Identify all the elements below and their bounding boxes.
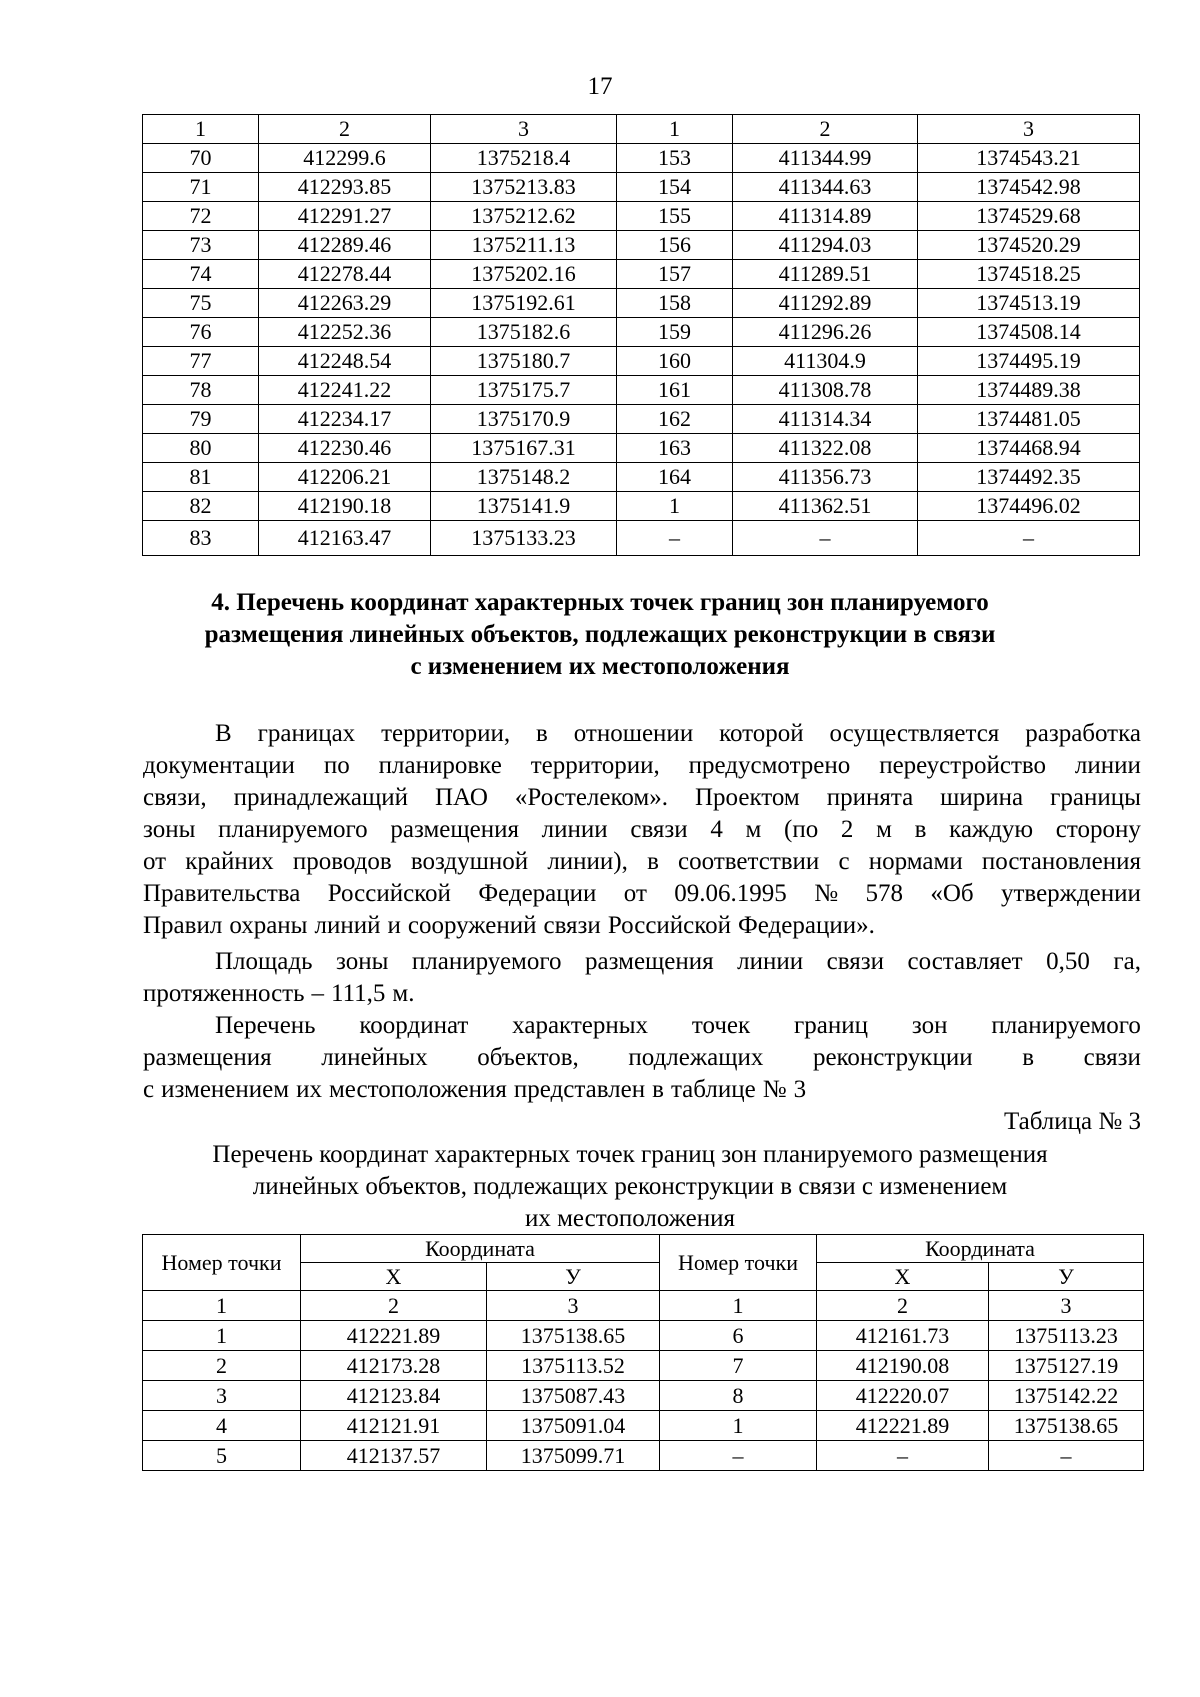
table-row (143, 115, 1140, 144)
table-cell: 1374495.19 (918, 347, 1140, 376)
table-row (143, 1291, 1144, 1321)
table-cell: 2 (143, 1351, 301, 1381)
table-cell: 2 (817, 1291, 989, 1321)
table-row (143, 202, 1140, 231)
table-cell: 75 (143, 289, 259, 318)
table-cell: 412241.22 (259, 376, 431, 405)
table-cell: 72 (143, 202, 259, 231)
table-cell: 412221.89 (817, 1411, 989, 1441)
table-row (143, 289, 1140, 318)
coordinates-table-body (143, 115, 1140, 556)
table-cell: 411344.99 (733, 144, 918, 173)
table-cell: 411322.08 (733, 434, 918, 463)
table-cell: 1 (143, 1291, 301, 1321)
table-cell: 412221.89 (301, 1321, 487, 1351)
paragraph-line: зоны планируемого размещения линии связи 4 м (по 2 м в каждую сторону (143, 816, 1141, 843)
table-cell: 157 (617, 260, 733, 289)
table-cell: 412248.54 (259, 347, 431, 376)
paragraph-line: документации по планировке территории, предусмотрено переустройство линии (143, 752, 1141, 779)
table-cell: 1375182.6 (431, 318, 617, 347)
table-cell: 1375212.62 (431, 202, 617, 231)
table-row (143, 318, 1140, 347)
paragraph-line: Правил охраны линий и сооружений связи Российской Федерации». (143, 912, 875, 939)
table-row (143, 1321, 1144, 1351)
table-cell: 81 (143, 463, 259, 492)
table-cell: 1375202.16 (431, 260, 617, 289)
table-cell: 412137.57 (301, 1441, 487, 1471)
coordinates-table-3-body (143, 1235, 1144, 1471)
table-cell: 412123.84 (301, 1381, 487, 1411)
table-cell: 1375142.22 (989, 1381, 1144, 1411)
table-cell: 79 (143, 405, 259, 434)
table-cell: 1375213.83 (431, 173, 617, 202)
table-cell: 1 (660, 1411, 817, 1441)
table-cell: 7 (660, 1351, 817, 1381)
table-cell: 82 (143, 492, 259, 521)
section-heading (130, 587, 1070, 683)
table-cell: 1374489.38 (918, 376, 1140, 405)
table-cell: 412220.07 (817, 1381, 989, 1411)
table-cell: 1375192.61 (431, 289, 617, 318)
table-cell: 1375127.19 (989, 1351, 1144, 1381)
table-cell: 70 (143, 144, 259, 173)
table-cell: 1374529.68 (918, 202, 1140, 231)
table-cell: 155 (617, 202, 733, 231)
table-cell: 1374481.05 (918, 405, 1140, 434)
table-cell: 1375148.2 (431, 463, 617, 492)
table-cell: 1375113.52 (487, 1351, 660, 1381)
header-x: Х (817, 1263, 989, 1291)
table-cell: 1374468.94 (918, 434, 1140, 463)
table-cell: 1374513.19 (918, 289, 1140, 318)
section-heading-line: размещения линейных объектов, подлежащих реконструкции в связи (204, 621, 996, 648)
table-cell: 412121.91 (301, 1411, 487, 1441)
table-cell: 6 (660, 1321, 817, 1351)
table-cell: 412173.28 (301, 1351, 487, 1381)
section-heading-line: 4. Перечень координат характерных точек границ зон планируемого (211, 589, 989, 616)
table-cell: 1375167.31 (431, 434, 617, 463)
header-y: У (989, 1263, 1144, 1291)
table-row (143, 463, 1140, 492)
paragraph-description (143, 718, 1141, 942)
table-cell: 3 (487, 1291, 660, 1321)
table-cell: – (817, 1441, 989, 1471)
table-cell: 164 (617, 463, 733, 492)
table-cell: 73 (143, 231, 259, 260)
paragraph-line: от крайних проводов воздушной линии), в соответствии с нормами постановления (143, 848, 1141, 875)
table-cell: 1375170.9 (431, 405, 617, 434)
table-cell: 1 (617, 115, 733, 144)
table-cell: 412234.17 (259, 405, 431, 434)
table-row (143, 405, 1140, 434)
table-row (143, 1441, 1144, 1471)
table-cell: 412289.46 (259, 231, 431, 260)
table-cell: 1374492.35 (918, 463, 1140, 492)
table-cell: 411344.63 (733, 173, 918, 202)
header-coordinate: Координата (817, 1235, 1144, 1263)
table-row (143, 260, 1140, 289)
table-cell: 162 (617, 405, 733, 434)
table-cell: 3 (431, 115, 617, 144)
paragraph-line: Перечень координат характерных точек границ зон планируемого (215, 1012, 1141, 1039)
table-cell: 83 (143, 521, 259, 556)
table-cell: – (660, 1441, 817, 1471)
header-point-number: Номер точки (660, 1235, 817, 1291)
table-cell: 412278.44 (259, 260, 431, 289)
table-cell: 159 (617, 318, 733, 347)
page-number: 17 (587, 73, 613, 100)
table-row (143, 173, 1140, 202)
table-cell: 412299.6 (259, 144, 431, 173)
paragraph-line: протяженность – 111,5 м. (143, 980, 415, 1007)
table-cell: – (617, 521, 733, 556)
table-cell: – (989, 1441, 1144, 1471)
table-cell: 411356.73 (733, 463, 918, 492)
paragraph-line: Площадь зоны планируемого размещения линии связи составляет 0,50 га, (215, 948, 1141, 975)
table-cell: 1 (617, 492, 733, 521)
table-cell: 1374508.14 (918, 318, 1140, 347)
table-cell: 411289.51 (733, 260, 918, 289)
table-cell: 153 (617, 144, 733, 173)
table-cell: 1374543.21 (918, 144, 1140, 173)
table-row (143, 231, 1140, 260)
table-cell: 5 (143, 1441, 301, 1471)
table-cell: 76 (143, 318, 259, 347)
table-cell: 74 (143, 260, 259, 289)
table-cell: 3 (918, 115, 1140, 144)
table-cell: 411308.78 (733, 376, 918, 405)
paragraph-line: с изменением их местоположения представлен в таблице № 3 (143, 1076, 807, 1103)
table-row (143, 1411, 1144, 1441)
table-cell: 2 (259, 115, 431, 144)
table-cell: 163 (617, 434, 733, 463)
table-row (143, 1351, 1144, 1381)
table-cell: 154 (617, 173, 733, 202)
table-cell: 412190.18 (259, 492, 431, 521)
table-cell: 1375211.13 (431, 231, 617, 260)
table-cell: 1375133.23 (431, 521, 617, 556)
table-cell: 71 (143, 173, 259, 202)
table-cell: 1375141.9 (431, 492, 617, 521)
table-cell: 3 (989, 1291, 1144, 1321)
table-header-row (143, 1235, 1144, 1263)
table-cell: 4 (143, 1411, 301, 1441)
table-row (143, 521, 1140, 556)
table-cell: 1375087.43 (487, 1381, 660, 1411)
table-cell: 411314.89 (733, 202, 918, 231)
paragraph-line: Правительства Российской Федерации от 09.06.1995 № 578 «Об утверждении (143, 880, 1141, 907)
table-cell: 411296.26 (733, 318, 918, 347)
table-cell: 1374496.02 (918, 492, 1140, 521)
table-label: Таблица № 3 (1003, 1108, 1141, 1135)
table-row (143, 434, 1140, 463)
paragraph-line: размещения линейных объектов, подлежащих реконструкции в связи (143, 1044, 1141, 1071)
table-cell: 2 (733, 115, 918, 144)
table-cell: – (918, 521, 1140, 556)
table-cell: 3 (143, 1381, 301, 1411)
table-row (143, 376, 1140, 405)
table-cell: 158 (617, 289, 733, 318)
table-cell: 1375175.7 (431, 376, 617, 405)
table-cell: 412252.36 (259, 318, 431, 347)
table-row (143, 1381, 1144, 1411)
table-cell: 1374518.25 (918, 260, 1140, 289)
coordinates-table-continued (142, 114, 1140, 556)
table-cell: – (733, 521, 918, 556)
table-cell: 411292.89 (733, 289, 918, 318)
table-caption-line: линейных объектов, подлежащих реконструкции в связи с изменением (252, 1173, 1008, 1200)
table-cell: 412161.73 (817, 1321, 989, 1351)
table-cell: 156 (617, 231, 733, 260)
table-cell: 1375099.71 (487, 1441, 660, 1471)
table-cell: 160 (617, 347, 733, 376)
table-cell: 412263.29 (259, 289, 431, 318)
header-x: Х (301, 1263, 487, 1291)
table-cell: 412163.47 (259, 521, 431, 556)
table-row (143, 347, 1140, 376)
paragraph-area (143, 946, 1141, 1010)
paragraph-line: В границах территории, в отношении которой осуществляется разработка (215, 720, 1141, 747)
table-row (143, 492, 1140, 521)
coordinates-table-3 (142, 1234, 1144, 1471)
table-cell: 1374520.29 (918, 231, 1140, 260)
table-cell: 80 (143, 434, 259, 463)
table-cell: 1375138.65 (989, 1411, 1144, 1441)
table-cell: 1375218.4 (431, 144, 617, 173)
table-cell: 411362.51 (733, 492, 918, 521)
table-cell: 412230.46 (259, 434, 431, 463)
table-row (143, 144, 1140, 173)
table-cell: 1375138.65 (487, 1321, 660, 1351)
table-caption-line: их местоположения (524, 1205, 736, 1232)
table-cell: 2 (301, 1291, 487, 1321)
table-cell: 1375113.23 (989, 1321, 1144, 1351)
table-caption (130, 1139, 1130, 1235)
header-coordinate: Координата (301, 1235, 660, 1263)
table-cell: 1374542.98 (918, 173, 1140, 202)
table-cell: 77 (143, 347, 259, 376)
paragraph-line: связи, принадлежащий ПАО «Ростелеком». Проектом принята ширина границы (143, 784, 1141, 811)
header-point-number: Номер точки (143, 1235, 301, 1291)
table-cell: 412206.21 (259, 463, 431, 492)
header-y: У (487, 1263, 660, 1291)
table-cell: 1 (660, 1291, 817, 1321)
table-cell: 1 (143, 115, 259, 144)
table-cell: 411314.34 (733, 405, 918, 434)
table-cell: 412190.08 (817, 1351, 989, 1381)
table-cell: 411294.03 (733, 231, 918, 260)
table-cell: 412293.85 (259, 173, 431, 202)
table-cell: 1375180.7 (431, 347, 617, 376)
table-cell: 1375091.04 (487, 1411, 660, 1441)
paragraph-table-reference (143, 1010, 1141, 1106)
table-cell: 78 (143, 376, 259, 405)
table-cell: 161 (617, 376, 733, 405)
table-cell: 411304.9 (733, 347, 918, 376)
table-caption-line: Перечень координат характерных точек границ зон планируемого размещения (212, 1141, 1048, 1168)
section-heading-line: с изменением их местоположения (410, 653, 790, 680)
table-cell: 1 (143, 1321, 301, 1351)
table-cell: 412291.27 (259, 202, 431, 231)
table-cell: 8 (660, 1381, 817, 1411)
